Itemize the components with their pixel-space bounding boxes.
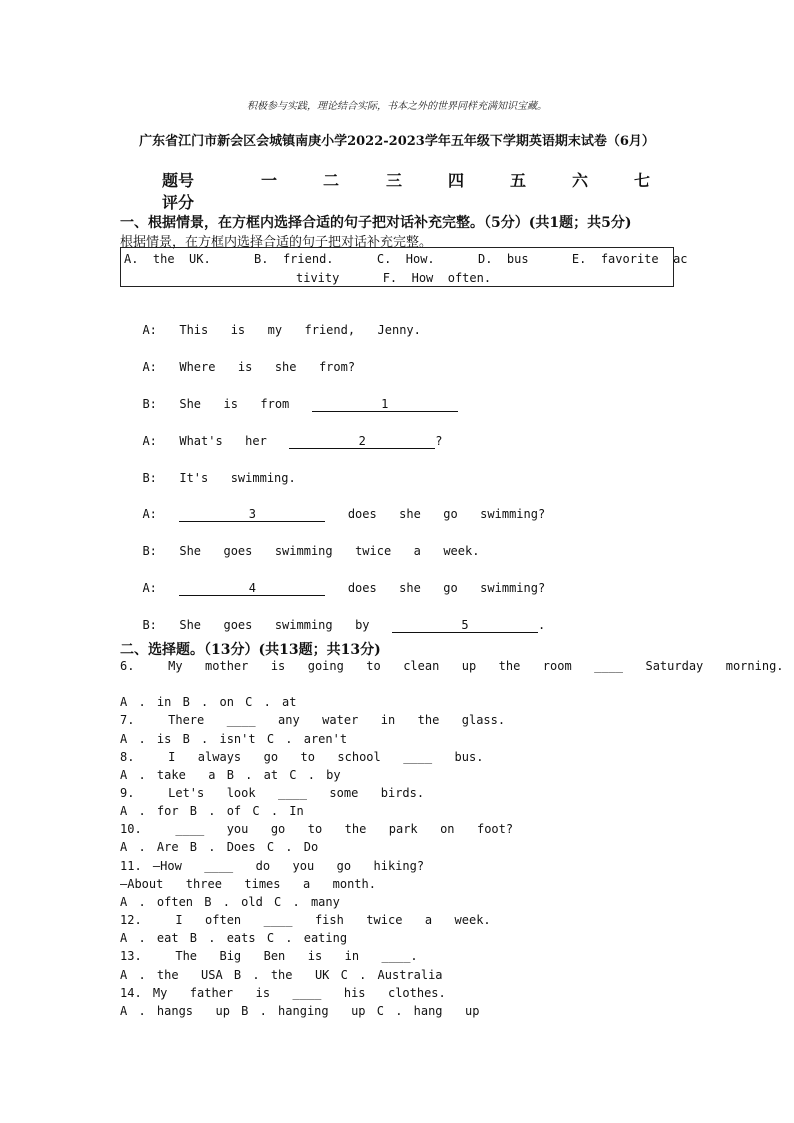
choice-line: A . is B . isn't C . aren't xyxy=(120,732,348,746)
section2-heading: 二、选择题。（13分）(共13题；共13分) xyxy=(120,642,381,658)
score-col-4: 四 xyxy=(448,171,465,190)
question-line: 11. —How ____ do you go hiking? xyxy=(120,859,425,873)
choice-line: A . for B . of C . In xyxy=(120,804,304,818)
dialog-line: A: This is my friend, Jenny. xyxy=(142,323,421,337)
dialog-line: A: Where is she from? xyxy=(142,360,356,374)
question-line: 12. I often ____ fish twice a week. xyxy=(120,913,491,927)
question-line: —About three times a month. xyxy=(120,877,376,891)
question-line: 8. I always go to school ____ bus. xyxy=(120,750,484,764)
page-title: 广东省江门市新会区会城镇南庚小学2022-2023学年五年级下学期英语期末试卷（6月） xyxy=(139,134,655,149)
choice-line: A . Are B . Does C . Do xyxy=(120,840,319,854)
dialog-line: B: She is from 1 xyxy=(120,383,458,412)
choice-line: A . the USA B . the UK C . Australia xyxy=(120,968,443,982)
answer-blank-1[interactable]: 1 xyxy=(312,398,458,412)
options-line-2: tivity F. How often. xyxy=(296,271,492,285)
question-line: 14. My father is ____ his clothes. xyxy=(120,986,446,1000)
question-line: 7. There ____ any water in the glass. xyxy=(120,713,506,727)
score-col-7: 七 xyxy=(634,171,651,190)
choice-line: A . often B . old C . many xyxy=(120,895,340,909)
choice-line: A . eat B . eats C . eating xyxy=(120,931,348,945)
score-col-6: 六 xyxy=(572,171,589,190)
options-line-1: A. the UK. B. friend. C. How. D. bus E. favorite ac xyxy=(124,252,688,266)
section1-instruction: 根据情景，在方框内选择合适的句子把对话补充完整。 xyxy=(120,235,433,250)
choice-line: A . take a B . at C . by xyxy=(120,768,341,782)
score-row-label: 评分 xyxy=(162,193,195,212)
dialog-line: B: She goes swimming by 5 . xyxy=(142,618,546,632)
dialog-line: A: 3 does she go swimming? xyxy=(142,507,546,521)
answer-blank-4[interactable]: 4 xyxy=(179,582,325,596)
answer-blank-3[interactable]: 3 xyxy=(179,508,325,522)
score-header-label: 题号 xyxy=(162,171,195,190)
score-col-2: 二 xyxy=(323,171,340,190)
question-line: 6. My mother is going to clean up the room ____ Saturday morning. xyxy=(120,659,784,673)
question-line: 13. The Big Ben is in ____. xyxy=(120,949,418,963)
question-line: 9. Let's look ____ some birds. xyxy=(120,786,425,800)
choice-line: A . in B . on C . at xyxy=(120,695,297,709)
score-col-3: 三 xyxy=(386,171,403,190)
dialog-line: A: 4 does she go swimming? xyxy=(142,581,546,595)
choice-line: A . hangs up B . hanging up C . hang up xyxy=(120,1004,480,1018)
answer-blank-2[interactable]: 2 xyxy=(289,435,435,449)
dialog-line: A: What's her 2 ? xyxy=(142,434,443,448)
dialog-line: B: It's swimming. xyxy=(142,471,296,485)
dialog-line: B: She goes swimming twice a week. xyxy=(142,544,480,558)
score-col-1: 一 xyxy=(261,171,278,190)
answer-blank-5[interactable]: 5 xyxy=(392,619,538,633)
score-col-5: 五 xyxy=(510,171,527,190)
question-line: 10. ____ you go to the park on foot? xyxy=(120,822,514,836)
section1-heading: 一、根据情景，在方框内选择合适的句子把对话补充完整。（5分）(共1题；共5分) xyxy=(120,215,632,231)
motto: 积极参与实践，理论结合实际，书本之外的世界同样充满知识宝藏。 xyxy=(247,101,547,112)
